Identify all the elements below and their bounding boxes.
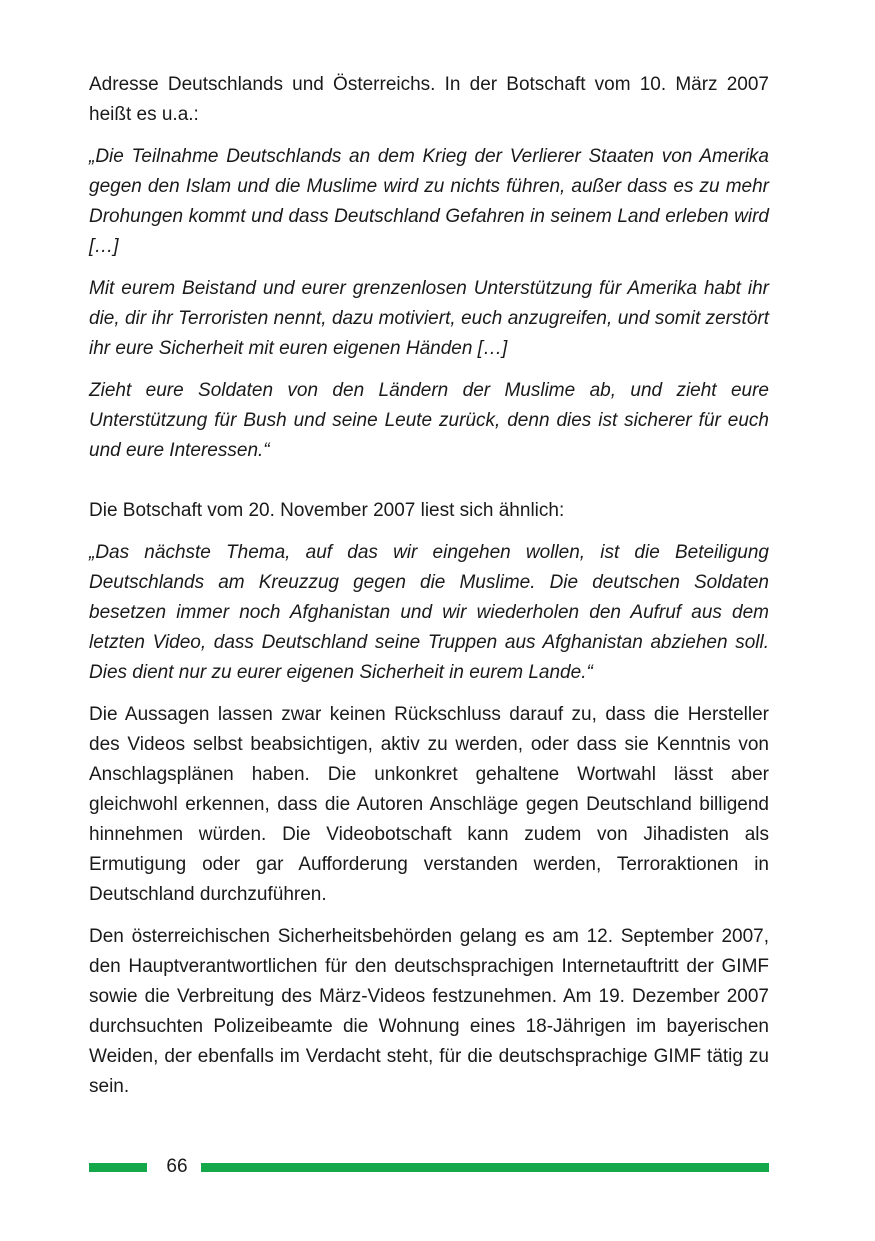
section-spacer <box>89 478 769 496</box>
page-footer <box>89 1156 769 1178</box>
november-intro-paragraph: Die Botschaft vom 20. November 2007 liest sich ähnlich: <box>89 500 565 521</box>
footer-bar-left <box>89 1163 147 1172</box>
arrests-paragraph: Den österreichischen Sicherheitsbehörden gelang es am 12. September 2007, den Hauptverantwortlichen für den deutschsprachigen Internetauftritt der GIMF sowie die Verbreitung des März-Videos festzunehmen. Am 19. Dezember 2007 durchsuchten Polizeibeamte die Wohnung eines 18-Jährigen im bayerischen Weiden, der ebenfalls im Verdacht steht, für die deutschsprachige GIMF tätig zu sein. <box>89 926 769 1097</box>
quote-november: „Das nächste Thema, auf das wir eingehen wollen, ist die Beteiligung Deutschlands am Kreuzzug gegen die Muslime. Die deutschen Soldaten besetzen immer noch Afghanistan und wir wiederholen den Aufruf aus dem letzten Video, dass Deutschland seine Truppen aus Afghanistan abziehen soll. Dies dient nur zu eurer eigenen Sicherheit in eurem Lande.“ <box>89 542 769 683</box>
footer-bar-right <box>201 1163 769 1172</box>
analysis-paragraph: Die Aussagen lassen zwar keinen Rückschluss darauf zu, dass die Hersteller des Videos selbst beabsichtigen, aktiv zu werden, oder dass sie Kenntnis von Anschlagsplänen haben. Die unkonkret gehaltene Wortwahl lässt aber gleichwohl erkennen, dass die Autoren Anschläge gegen Deutschland billigend hinnehmen würden. Die Videobotschaft kann zudem von Jihadisten als Ermutigung oder gar Aufforderung verstanden werden, Terroraktionen in Deutschland durchzuführen. <box>89 704 769 905</box>
quote-march-part-2: Mit eurem Beistand und eurer grenzenlosen Unterstützung für Amerika habt ihr die, dir ihr Terroristen nennt, dazu motiviert, euch anzugreifen, und somit zerstört ihr eure Sicherheit mit euren eigenen Händen […] <box>89 278 769 359</box>
quote-march-part-1: „Die Teilnahme Deutschlands an dem Krieg der Verlierer Staaten von Amerika gegen den Islam und die Muslime wird zu nichts führen, außer dass es zu mehr Drohungen kommt und dass Deutschland Gefahren in seinem Land erleben wird […] <box>89 146 769 257</box>
page-body <box>89 70 769 1114</box>
page-number: 66 <box>166 1156 188 1177</box>
intro-paragraph: Adresse Deutschlands und Österreichs. In der Botschaft vom 10. März 2007 heißt es u.a.: <box>89 74 769 125</box>
quote-march-part-3: Zieht eure Soldaten von den Ländern der Muslime ab, und zieht eure Unterstützung für Bush und seine Leute zurück, denn dies ist sicherer für euch und eure Interessen.“ <box>89 380 769 461</box>
